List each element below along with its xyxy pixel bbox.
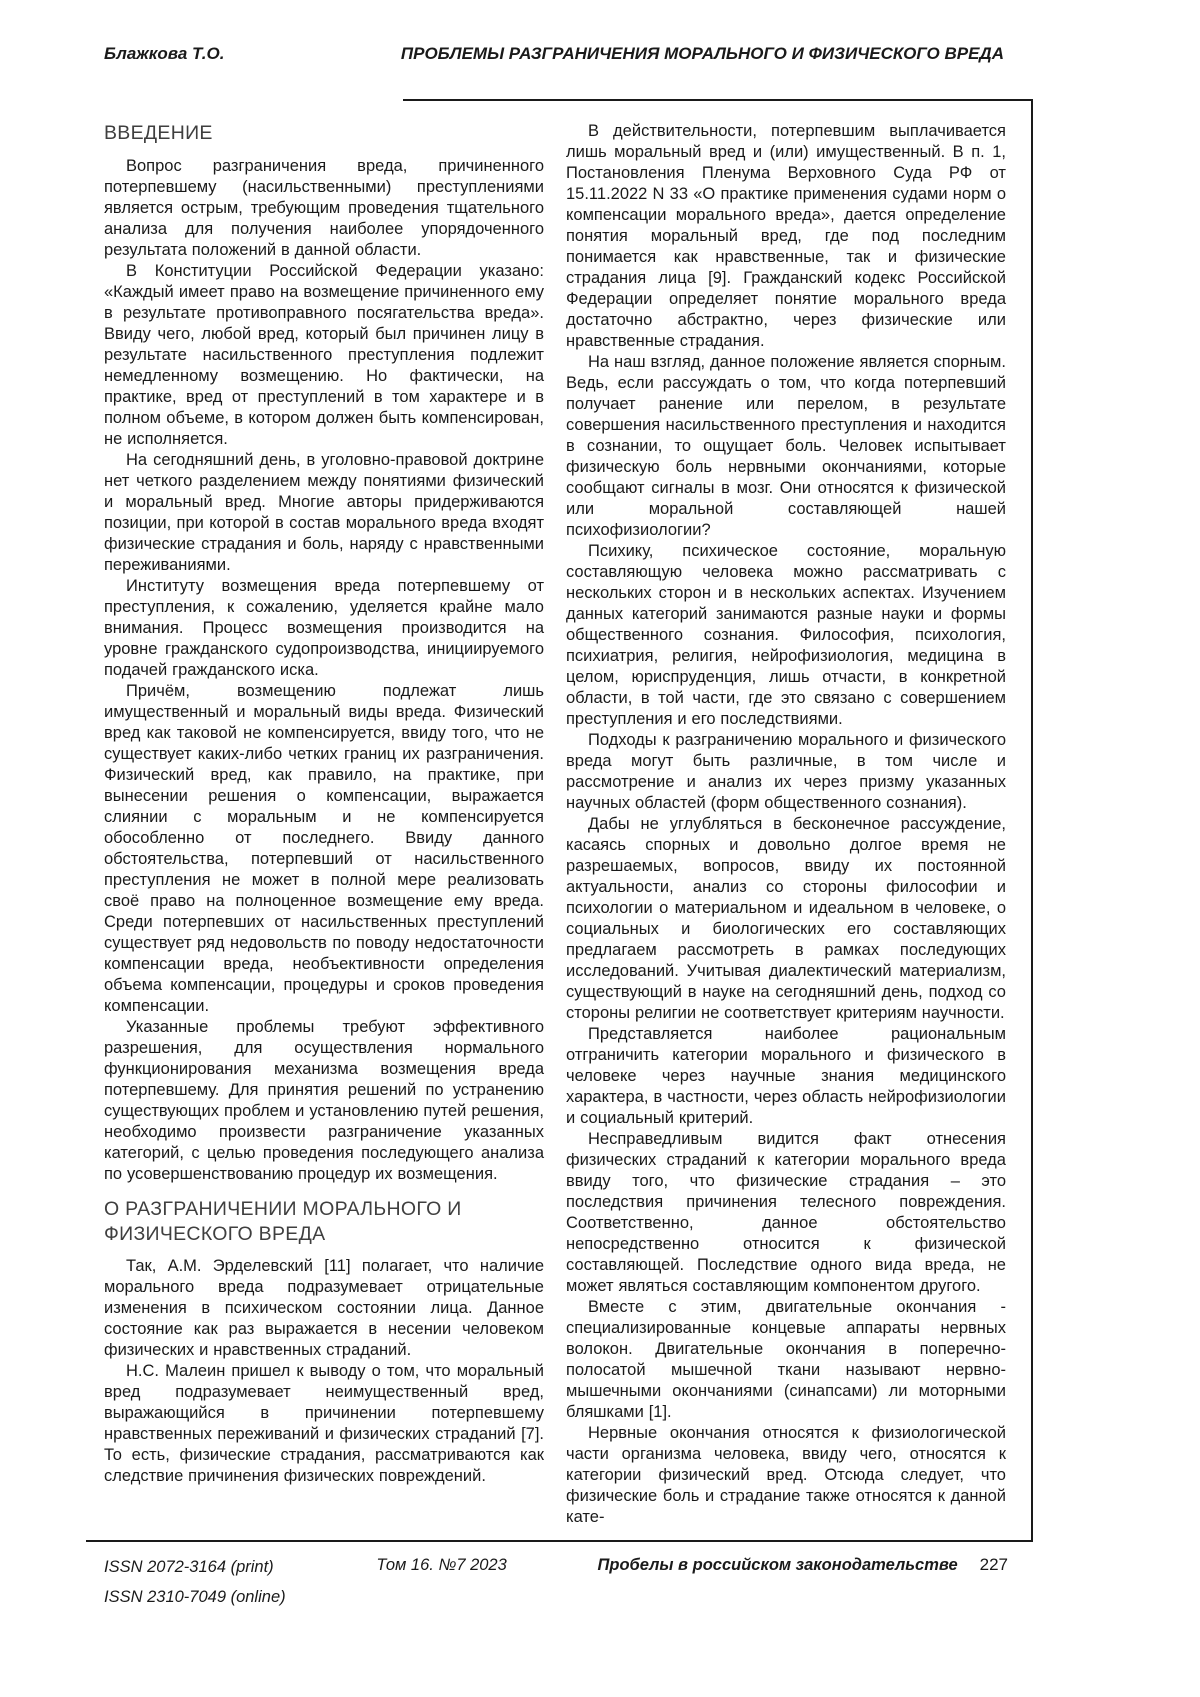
author-name: Блажкова Т.О. [104, 44, 225, 63]
paragraph: Подходы к разграничению морального и физического вреда могут быть различные, в том числе и рассмотрение и анализ их через призму указанных научных областей (форм общественного сознания). [566, 731, 1006, 812]
page-number: 227 [979, 1555, 1008, 1574]
paragraph: Указанные проблемы требуют эффективного разрешения, для осуществления нормального функционирования механизма возмещения вреда потерпевшему. Для принятия решений по устранению существующих проблем и установлению путей решения, необходимо произвести разграничение указанных категорий, с целью проведения последующего анализа по усовершенствованию процедур их возмещения. [104, 1018, 544, 1183]
paragraph: Так, А.М. Эрделевский [11] полагает, что наличие морального вреда подразумевает отрицательные изменения в психическом состоянии лица. Данное состояние как раз выражается в несении человеком физических и нравственных страданий. [104, 1257, 544, 1359]
header-rule [403, 99, 1033, 101]
article-running-title: ПРОБЛЕМЫ РАЗГРАНИЧЕНИЯ МОРАЛЬНОГО И ФИЗИЧЕСКОГО ВРЕДА [400, 44, 1004, 63]
journal-name-wrap [598, 1552, 1009, 1575]
section-heading-distinction: О РАЗГРАНИЧЕНИИ МОРАЛЬНОГО И ФИЗИЧЕСКОГО ВРЕДА [104, 1198, 462, 1245]
paragraph: Нервные окончания относятся к физиологической части организма человека, ввиду чего, относятся к категории физический вред. Отсюда следует, что физические боль и страдание также относятся к данной кате- [566, 1424, 1006, 1526]
paragraph: В Конституции Российской Федерации указано: «Каждый имеет право на возмещение причиненного ему в результате противоправного посягательства вреда». Ввиду чего, любой вред, который был причинен лицу в результате насильственного преступления подлежит немедленному возмещению. Но фактически, на практике, вред от преступлений в том характере и в полном объеме, в котором должен быть компенсирован, не исполняется. [104, 262, 544, 448]
left-column [104, 121, 544, 1528]
paragraph: Вопрос разграничения вреда, причиненного потерпевшему (насильственными) преступлениями является острым, требующим проведения тщательного анализа для получения наиболее упорядоченного результата положений в данной области. [104, 157, 544, 259]
issn-print: ISSN 2072-3164 (print) [104, 1558, 274, 1576]
page-footer [104, 1552, 1008, 1612]
issn-block [104, 1552, 286, 1612]
paragraph: Психику, психическое состояние, моральную составляющую человека можно рассматривать с нескольких сторон и в нескольких аспектах. Изучением данных категорий занимаются разные науки и формы общественного сознания. Философия, психология, психиатрия, религия, нейрофизиология, медицина в целом, юриспруденция, лишь отчасти, в конкретной области, в той части, где это связано с совершением преступления и его последствиями. [566, 542, 1006, 728]
footer-rule [86, 1540, 1033, 1542]
paragraph: Институту возмещения вреда потерпевшему от преступления, к сожалению, уделяется крайне мало внимания. Процесс возмещения производится на уровне гражданского судопроизводства, инициируемого подачей гражданского иска. [104, 577, 544, 679]
volume-issue: Том 16. №7 2023 [376, 1556, 507, 1574]
paragraph: На наш взгляд, данное положение является спорным. Ведь, если рассуждать о том, что когда потерпевший получает ранение или перелом, в результате совершения насильственного преступления и находится в сознании, то ощущает боль. Человек испытывает физическую боль нервными окончаниями, которые сообщают сигналы в мозг. Они относятся к физической или моральной составляющей нашей психофизиологии? [566, 353, 1006, 539]
paragraph: На сегодняшний день, в уголовно-правовой доктрине нет четкого разделением между понятиями физический и моральный вред. Многие авторы придерживаются позиции, при которой в состав морального вреда входят физические страдания и боль, наряду с нравственными переживаниями. [104, 451, 544, 574]
paragraph: Причём, возмещению подлежат лишь имущественный и моральный виды вреда. Физический вред как таковой не компенсируется, ввиду того, что не существует каких-либо четких границ их разграничения. Физический вред, как правило, на практике, при вынесении решения о компенсации, выражается слиянии с моральным и не компенсируется обособленно от последнего. Ввиду данного обстоятельства, потерпевший от насильственного преступления не может в полной мере реализовать своё право на полноценное возмещение ему вреда. Среди потерпевших от насильственных преступлений существует ряд недовольств по поводу недостаточности компенсации вреда, необъективности определения объема компенсации, процедуры и сроков проведения компенсации. [104, 682, 544, 1015]
paragraph: Вместе с этим, двигательные окончания - специализированные концевые аппараты нервных волокон. Двигательные окончания в поперечно-полосатой мышечной ткани называют нервно-мышечными окончаниями (синапсами) ли моторными бляшками [1]. [566, 1298, 1006, 1421]
paragraph: Представляется наиболее рациональным отграничить категории морального и физического в человеке через научные знания медицинского характера, в частности, через область нейрофизиологии и социальный критерий. [566, 1025, 1006, 1127]
article-body [104, 121, 1006, 1528]
paragraph: Несправедливым видится факт отнесения физических страданий к категории морального вреда ввиду того, что физические страдания – это последствия причинения телесного повреждения. Соответственно, данное обстоятельство непосредственно относится к физической составляющей. Последствие одного вида вреда, не может являться составляющим компонентом другого. [566, 1130, 1006, 1295]
journal-name: Пробелы в российском законодательстве [597, 1556, 958, 1574]
section-heading-introduction: ВВЕДЕНИЕ [104, 122, 213, 144]
paragraph: Дабы не углубляться в бесконечное рассуждение, касаясь спорных и довольно долгое время не разрешаемых, вопросов, ввиду их постоянной актуальности, анализ со стороны философии и психологии о материальном и идеальном в человеке, о социальных и биологических его составляющих предлагаем рассмотреть в рамках последующих исследований. Учитывая диалектический материализм, существующий в науке на сегодняшний день, подход со стороны религии не соответствует критериям научности. [566, 815, 1006, 1022]
right-column [566, 121, 1006, 1528]
paragraph: Н.С. Малеин пришел к выводу о том, что моральный вред подразумевает неимущественный вред, выражающийся в причинении потерпевшему нравственных переживаний и физических страданий [7]. То есть, физические страдания, рассматриваются как следствие причинения физических повреждений. [104, 1362, 544, 1485]
right-margin-rule [1031, 99, 1033, 1542]
paragraph: В действительности, потерпевшим выплачивается лишь моральный вред и (или) имущественный. В п. 1, Постановления Пленума Верховного Суда РФ от 15.11.2022 N 33 «О практике применения судами норм о компенсации морального вреда», дается определение понятия моральный вред, где под последним понимается как нравственные, так и физические страдания лица [9]. Гражданский кодекс Российской Федерации определяет понятие морального вреда достаточно абстрактно, через физические или нравственные страдания. [566, 122, 1006, 350]
issn-online: ISSN 2310-7049 (online) [104, 1588, 286, 1606]
